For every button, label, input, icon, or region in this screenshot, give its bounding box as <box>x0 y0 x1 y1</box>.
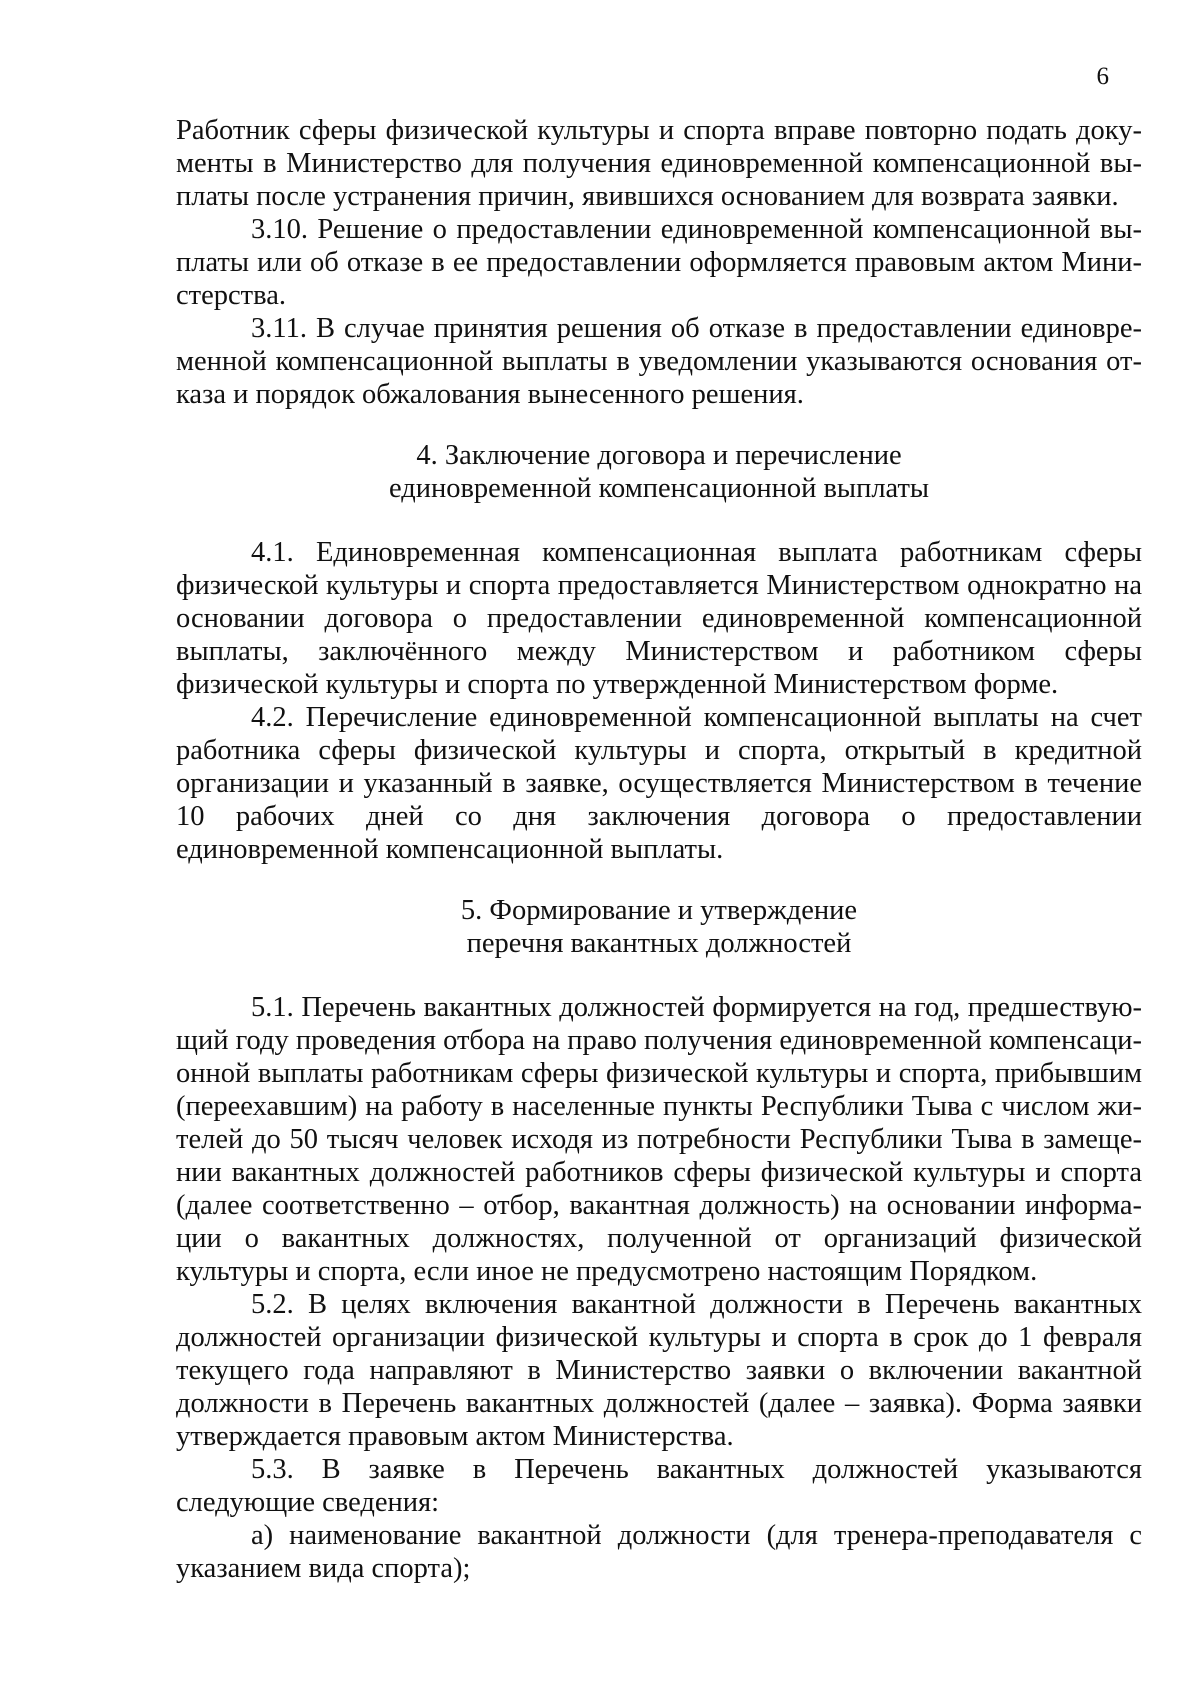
paragraph-4-2: 4.2. Перечисление единовременной компенсационной выплаты на счет работника сферы физической культуры и спорта, открытый в кредитной организации и указанный в заявке, осуществляется Министерством в течение 10 рабочих дней со дня заключения договора о предоставлении единовременной компенсационной выплаты. <box>176 702 1142 865</box>
section-4-title-line1: 4. Заключение договора и перечисление <box>416 440 902 471</box>
section-5-title <box>176 894 1142 960</box>
paragraph-3-10: 3.10. Решение о предоставлении единовременной компенсационной выплаты или об отказе в ее предоставлении оформляется правовым актом Министерства. <box>176 214 1142 311</box>
paragraph-5-2: 5.2. В целях включения вакантной должности в Перечень вакантных должностей организации физической культуры и спорта в срок до 1 февраля текущего года направляют в Министерство заявки о включении вакантной должности в Перечень вакантных должностей (далее – заявка). Форма заявки утверждается правовым актом Министерства. <box>176 1289 1142 1452</box>
section-4-title-line2: единовременной компенсационной выплаты <box>388 473 930 504</box>
paragraph-3-11: 3.11. В случае принятия решения об отказе в предоставлении единовременной компенсационной выплаты в уведомлении указываются основания отказа и порядок обжалования вынесенного решения. <box>176 313 1142 410</box>
section-5-title-line1: 5. Формирование и утверждение <box>460 895 858 926</box>
document-body <box>176 114 1142 1585</box>
section-5-title-line2: перечня вакантных должностей <box>466 928 852 959</box>
section-4-title <box>176 439 1142 505</box>
paragraph-5-3: 5.3. В заявке в Перечень вакантных должностей указываются следующие сведения: <box>176 1454 1142 1518</box>
paragraph-5-1: 5.1. Перечень вакантных должностей формируется на год, предшествующий году проведения отбора на право получения единовременной компенсационной выплаты работникам сферы физической культуры и спорта, прибывшим (переехавшим) на работу в населенные пункты Республики Тыва с числом жителей до 50 тысяч человек исходя из потребности Республики Тыва в замещении вакантных должностей работников сферы физической культуры и спорта (далее соответственно – отбор, вакантная должность) на основании информации о вакантных должностях, полученной от организаций физической культуры и спорта, если иное не предусмотрено настоящим Порядком. <box>176 992 1142 1287</box>
page-number: 6 <box>1096 63 1109 90</box>
paragraph-4-1: 4.1. Единовременная компенсационная выплата работникам сферы физической культуры и спорта предоставляется Министерством однократно на основании договора о предоставлении единовременной компенсационной выплаты, заключённого между Министерством и работником сферы физической культуры и спорта по утвержденной Министерством форме. <box>176 537 1142 700</box>
paragraph-5-3-a: а) наименование вакантной должности (для тренера-преподавателя с указанием вида спорта); <box>176 1520 1142 1584</box>
paragraph-resubmit: Работник сферы физической культуры и спорта вправе повторно подать документы в Министерство для получения единовременной компенсационной выплаты после устранения причин, явившихся основанием для возврата заявки. <box>176 115 1142 212</box>
